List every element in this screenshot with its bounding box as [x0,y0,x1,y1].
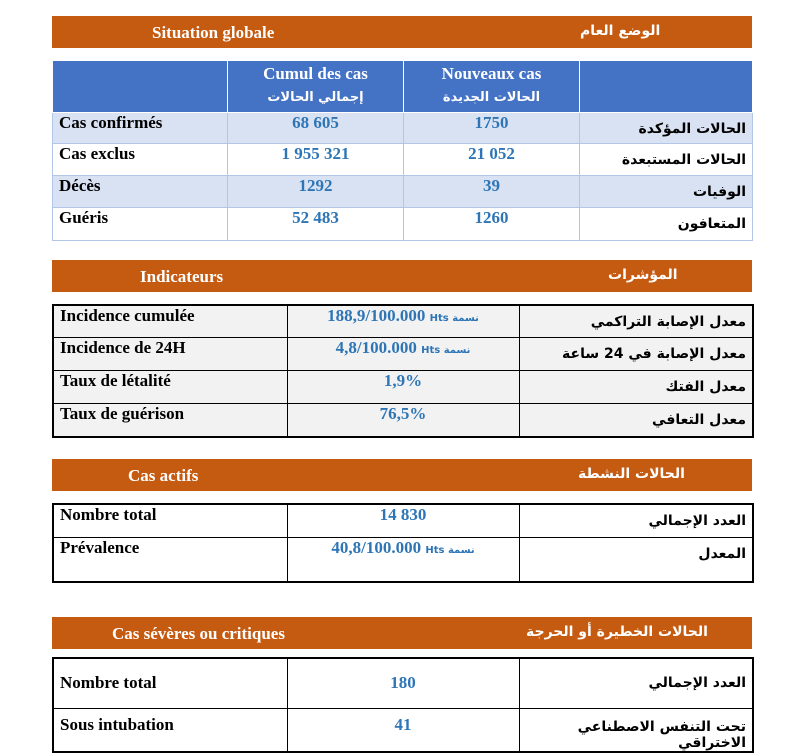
row-label-ar: الحالات المؤكدة [580,113,753,144]
table-row [53,403,753,437]
row-label-ar: المتعافون [580,208,753,241]
new-value: 39 [404,176,580,208]
cumul-value: 1292 [228,176,404,208]
table-row [53,537,753,582]
active-value: 40,8/100.000 Hts نسمة [287,537,519,582]
section-title-ar: الوضع العام [580,23,661,39]
indicator-value: 188,9/100.000 Hts نسمة [287,305,519,337]
indicator-value: 4,8/100.000 Hts نسمة [287,337,519,370]
table-row [53,658,753,708]
global-situation-table [52,60,753,241]
indicators-table [52,304,754,438]
row-label-ar: العدد الإجمالي [519,504,753,537]
table-row [53,113,753,144]
new-value: 21 052 [404,144,580,176]
section-title-ar: الحالات النشطة [578,466,685,482]
severe-value: 41 [287,708,519,752]
row-label-ar: تحت التنفس الاصطناعي الاختراقي [519,708,753,752]
severe-cases-table [52,657,754,753]
table-row [53,708,753,752]
row-label-fr: Guéris [53,208,228,241]
row-label-ar: المعدل [519,537,753,582]
indicator-value: 1,9% [287,370,519,403]
new-value: 1260 [404,208,580,241]
cumul-value: 1 955 321 [228,144,404,176]
row-label-ar: معدل الإصابة التراكمي [519,305,753,337]
table-row [53,176,753,208]
row-label-fr: Taux de guérison [53,403,287,437]
section-title-ar: المؤشرات [608,267,678,283]
row-label-ar: الوفيات [580,176,753,208]
row-label-ar: معدل التعافي [519,403,753,437]
section-title-fr: Indicateurs [140,267,224,286]
row-label-fr: Incidence de 24H [53,337,287,370]
indicator-value: 76,5% [287,403,519,437]
section-title-fr: Cas sévères ou critiques [112,624,285,643]
cumul-value: 52 483 [228,208,404,241]
section-title-fr: Situation globale [152,23,275,42]
row-label-fr: Cas exclus [53,144,228,176]
table-row [53,305,753,337]
section-header-severe [52,617,752,649]
active-value: 14 830 [287,504,519,537]
column-header-new: Nouveaux cas الحالات الجديدة [404,61,580,113]
section-title-ar: الحالات الخطيرة أو الحرجة [526,624,708,640]
row-label-fr: Nombre total [53,504,287,537]
table-row [53,504,753,537]
row-label-fr: Taux de létalité [53,370,287,403]
severe-value: 180 [287,658,519,708]
table-row [53,144,753,176]
table-header-row [53,61,753,113]
row-label-ar: معدل الفتك [519,370,753,403]
row-label-fr: Sous intubation [53,708,287,752]
section-header-global [52,16,752,48]
row-label-ar: الحالات المستبعدة [580,144,753,176]
row-label-fr: Incidence cumulée [53,305,287,337]
section-header-active [52,459,752,491]
active-cases-table [52,503,754,583]
row-label-fr: Cas confirmés [53,113,228,144]
row-label-fr: Nombre total [53,658,287,708]
row-label-ar: العدد الإجمالي [519,658,753,708]
section-header-indicators [52,260,752,292]
row-label-ar: معدل الإصابة في 24 ساعة [519,337,753,370]
column-header-cumul: Cumul des cas إجمالي الحالات [228,61,404,113]
row-label-fr: Décès [53,176,228,208]
cumul-value: 68 605 [228,113,404,144]
section-title-fr: Cas actifs [128,466,199,485]
row-label-fr: Prévalence [53,537,287,582]
table-row [53,208,753,241]
new-value: 1750 [404,113,580,144]
table-row [53,337,753,370]
table-row [53,370,753,403]
